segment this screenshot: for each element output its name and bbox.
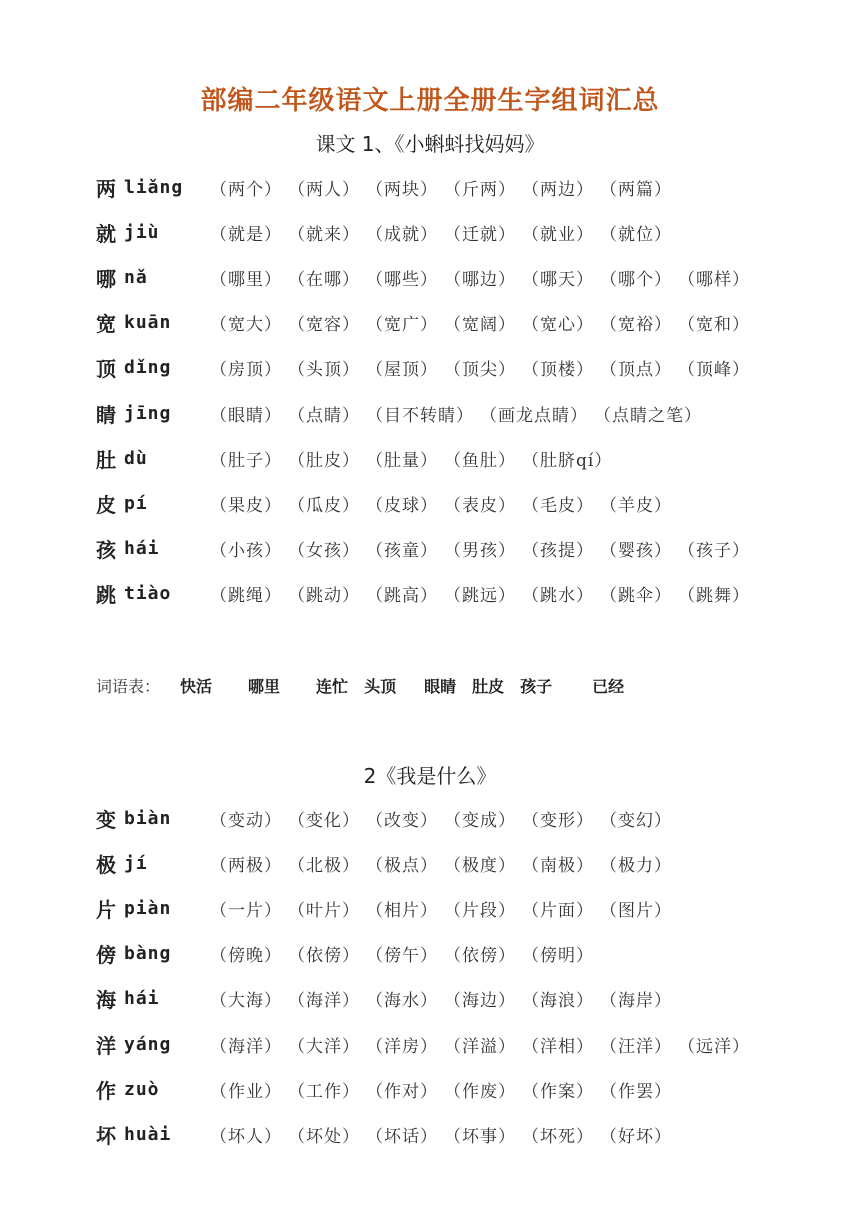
character-row xyxy=(96,1029,756,1059)
word-list xyxy=(210,1122,678,1147)
word: （婴孩） xyxy=(600,541,672,562)
pinyin: piàn xyxy=(124,897,172,919)
word: （洋相） xyxy=(522,1036,594,1057)
character-row xyxy=(96,893,678,923)
word: （孩童） xyxy=(366,541,438,562)
word: （洋溢） xyxy=(444,1036,516,1057)
word-list xyxy=(210,175,678,200)
character: 睛 xyxy=(96,402,116,427)
word: （宽广） xyxy=(366,315,438,336)
word: （瓜皮） xyxy=(288,495,360,516)
character-row xyxy=(96,488,678,518)
word: （变幻） xyxy=(600,810,672,831)
pinyin: huài xyxy=(124,1123,172,1145)
word: （两极） xyxy=(210,855,282,876)
word: （孩子） xyxy=(678,541,750,562)
vocab-list xyxy=(96,672,624,698)
character: 哪 xyxy=(96,266,116,291)
word: （变动） xyxy=(210,810,282,831)
word: （变形） xyxy=(522,810,594,831)
pinyin: hái xyxy=(124,988,160,1010)
pinyin: jiù xyxy=(124,221,160,243)
word: （作对） xyxy=(366,1081,438,1102)
pinyin: yáng xyxy=(124,1033,172,1055)
character: 两 xyxy=(96,176,116,201)
character: 极 xyxy=(96,852,116,877)
character-row xyxy=(96,534,756,564)
word-list xyxy=(210,265,756,290)
word-list xyxy=(210,355,756,380)
word: （海边） xyxy=(444,991,516,1012)
word: （宽裕） xyxy=(600,315,672,336)
pinyin: liǎng xyxy=(124,176,184,198)
word: （男孩） xyxy=(444,541,516,562)
word: （哪天） xyxy=(522,269,594,290)
word: （极度） xyxy=(444,855,516,876)
word-list xyxy=(210,851,678,876)
vocab-word: 连忙 xyxy=(316,676,349,696)
vocab-word: 头顶 xyxy=(364,676,397,696)
word: （变化） xyxy=(288,810,360,831)
word: （片面） xyxy=(522,900,594,921)
word: （羊皮） xyxy=(600,495,672,516)
word: （大海） xyxy=(210,991,282,1012)
word: （顶楼） xyxy=(522,360,594,381)
word: （宽和） xyxy=(678,315,750,336)
word: （鱼肚） xyxy=(444,450,516,471)
word: （洋房） xyxy=(366,1036,438,1057)
word: （一片） xyxy=(210,900,282,921)
word: （南极） xyxy=(522,855,594,876)
word: （海岸） xyxy=(600,991,672,1012)
word: （图片） xyxy=(600,900,672,921)
pinyin: nǎ xyxy=(124,266,148,288)
word: （极点） xyxy=(366,855,438,876)
word: （孩提） xyxy=(522,541,594,562)
word: （改变） xyxy=(366,810,438,831)
character-row xyxy=(96,1074,678,1104)
word-list xyxy=(210,220,678,245)
word: （极力） xyxy=(600,855,672,876)
word: （跳舞） xyxy=(678,586,750,607)
lesson-2-title: 2《我是什么》 xyxy=(363,764,497,788)
word: （两块） xyxy=(366,179,438,200)
word: （斤两） xyxy=(444,179,516,200)
pinyin: tiào xyxy=(124,583,172,605)
word: （就是） xyxy=(210,224,282,245)
pinyin: dǐng xyxy=(124,357,172,379)
word: （工作） xyxy=(288,1081,360,1102)
pinyin: zuò xyxy=(124,1078,160,1100)
word-list xyxy=(210,581,756,606)
word-list xyxy=(210,806,678,831)
word: （哪个） xyxy=(600,269,672,290)
vocab-word: 眼睛 xyxy=(424,676,457,696)
word: （宽容） xyxy=(288,315,360,336)
word: （表皮） xyxy=(444,495,516,516)
word: （皮球） xyxy=(366,495,438,516)
word: （头顶） xyxy=(288,360,360,381)
word: （两篇） xyxy=(600,179,672,200)
pinyin: jīng xyxy=(124,402,172,424)
word: （坏人） xyxy=(210,1126,282,1147)
vocab-label: 词语表： xyxy=(96,676,161,696)
lesson-1-title: 课文 1、《小蝌蚪找妈妈》 xyxy=(315,132,545,156)
character: 宽 xyxy=(96,312,116,337)
pinyin: biàn xyxy=(124,807,172,829)
word: （作业） xyxy=(210,1081,282,1102)
word: （哪里） xyxy=(210,269,282,290)
word: （肚量） xyxy=(366,450,438,471)
word: （两个） xyxy=(210,179,282,200)
character-row xyxy=(96,443,618,473)
character: 海 xyxy=(96,988,116,1013)
word: （顶点） xyxy=(600,360,672,381)
word: （作废） xyxy=(444,1081,516,1102)
word: （哪些） xyxy=(366,269,438,290)
character: 皮 xyxy=(96,492,116,517)
word: （远洋） xyxy=(678,1036,750,1057)
character-row xyxy=(96,984,678,1014)
word: （哪边） xyxy=(444,269,516,290)
word: （目不转睛） xyxy=(366,405,474,426)
word: （北极） xyxy=(288,855,360,876)
word: （坏死） xyxy=(522,1126,594,1147)
character-row xyxy=(96,398,708,428)
word-list xyxy=(210,986,678,1011)
vocab-word: 哪里 xyxy=(248,676,281,696)
word: （在哪） xyxy=(288,269,360,290)
word: （果皮） xyxy=(210,495,282,516)
word: （就来） xyxy=(288,224,360,245)
word: （好坏） xyxy=(600,1126,672,1147)
word: （坏事） xyxy=(444,1126,516,1147)
word: （大洋） xyxy=(288,1036,360,1057)
character: 孩 xyxy=(96,538,116,563)
character-row xyxy=(96,172,678,202)
pinyin: kuān xyxy=(124,312,172,334)
character-row xyxy=(96,939,600,969)
word: （宽大） xyxy=(210,315,282,336)
word: （汪洋） xyxy=(600,1036,672,1057)
word: （顶峰） xyxy=(678,360,750,381)
word: （海浪） xyxy=(522,991,594,1012)
word: （肚子） xyxy=(210,450,282,471)
word: （房顶） xyxy=(210,360,282,381)
character: 跳 xyxy=(96,583,116,608)
word: （两边） xyxy=(522,179,594,200)
word: （依傍） xyxy=(288,946,360,967)
character: 作 xyxy=(96,1078,116,1103)
word-list xyxy=(210,491,678,516)
document-title: 部编二年级语文上册全册生字组词汇总 xyxy=(200,86,660,116)
word: （变成） xyxy=(444,810,516,831)
pinyin: bàng xyxy=(124,943,172,965)
vocab-word: 肚皮 xyxy=(472,676,505,696)
word: （迁就） xyxy=(444,224,516,245)
pinyin: hái xyxy=(124,538,160,560)
vocab-word: 快活 xyxy=(180,676,213,696)
character-row xyxy=(96,353,756,383)
word: （叶片） xyxy=(288,900,360,921)
word: （作案） xyxy=(522,1081,594,1102)
character: 片 xyxy=(96,897,116,922)
word: （宽心） xyxy=(522,315,594,336)
word: （傍明） xyxy=(522,946,594,967)
word: （眼睛） xyxy=(210,405,282,426)
word-list xyxy=(210,1077,678,1102)
word: （海洋） xyxy=(288,991,360,1012)
character-row xyxy=(96,1119,678,1149)
word: （跳水） xyxy=(522,586,594,607)
word: （坏处） xyxy=(288,1126,360,1147)
character-row xyxy=(96,262,756,292)
vocab-word: 已经 xyxy=(592,676,625,696)
word: （顶尖） xyxy=(444,360,516,381)
word-list xyxy=(210,401,708,426)
word: （点睛） xyxy=(288,405,360,426)
word: （就位） xyxy=(600,224,672,245)
character: 变 xyxy=(96,807,116,832)
word: （屋顶） xyxy=(366,360,438,381)
vocab-word: 孩子 xyxy=(520,676,553,696)
character-row xyxy=(96,579,756,609)
word: （画龙点睛） xyxy=(480,405,588,426)
character: 坏 xyxy=(96,1123,116,1148)
word: （跳伞） xyxy=(600,586,672,607)
word-list xyxy=(210,896,678,921)
word: （肚皮） xyxy=(288,450,360,471)
character: 肚 xyxy=(96,447,116,472)
word: （跳动） xyxy=(288,586,360,607)
word: （海洋） xyxy=(210,1036,282,1057)
word: （成就） xyxy=(366,224,438,245)
character-row xyxy=(96,848,678,878)
pinyin: jí xyxy=(124,852,148,874)
word: （作罢） xyxy=(600,1081,672,1102)
word: （跳远） xyxy=(444,586,516,607)
word-list xyxy=(210,446,618,471)
word: （傍午） xyxy=(366,946,438,967)
word-list xyxy=(210,941,600,966)
word: （跳绳） xyxy=(210,586,282,607)
word: （毛皮） xyxy=(522,495,594,516)
word: （肚脐qí） xyxy=(522,450,613,471)
word: （片段） xyxy=(444,900,516,921)
word-list xyxy=(210,536,756,561)
word: （海水） xyxy=(366,991,438,1012)
word-list xyxy=(210,1032,756,1057)
word: （点睛之笔） xyxy=(594,405,702,426)
word: （傍晚） xyxy=(210,946,282,967)
word-list xyxy=(210,310,756,335)
word: （跳高） xyxy=(366,586,438,607)
character-row xyxy=(96,803,678,833)
word: （哪样） xyxy=(678,269,750,290)
character-row xyxy=(96,217,678,247)
word: （就业） xyxy=(522,224,594,245)
word: （女孩） xyxy=(288,541,360,562)
word: （宽阔） xyxy=(444,315,516,336)
character: 顶 xyxy=(96,357,116,382)
word: （相片） xyxy=(366,900,438,921)
character: 傍 xyxy=(96,943,116,968)
word: （小孩） xyxy=(210,541,282,562)
pinyin: pí xyxy=(124,492,148,514)
pinyin: dù xyxy=(124,447,148,469)
word: （坏话） xyxy=(366,1126,438,1147)
character: 就 xyxy=(96,221,116,246)
character-row xyxy=(96,308,756,338)
word: （依傍） xyxy=(444,946,516,967)
word: （两人） xyxy=(288,179,360,200)
character: 洋 xyxy=(96,1033,116,1058)
